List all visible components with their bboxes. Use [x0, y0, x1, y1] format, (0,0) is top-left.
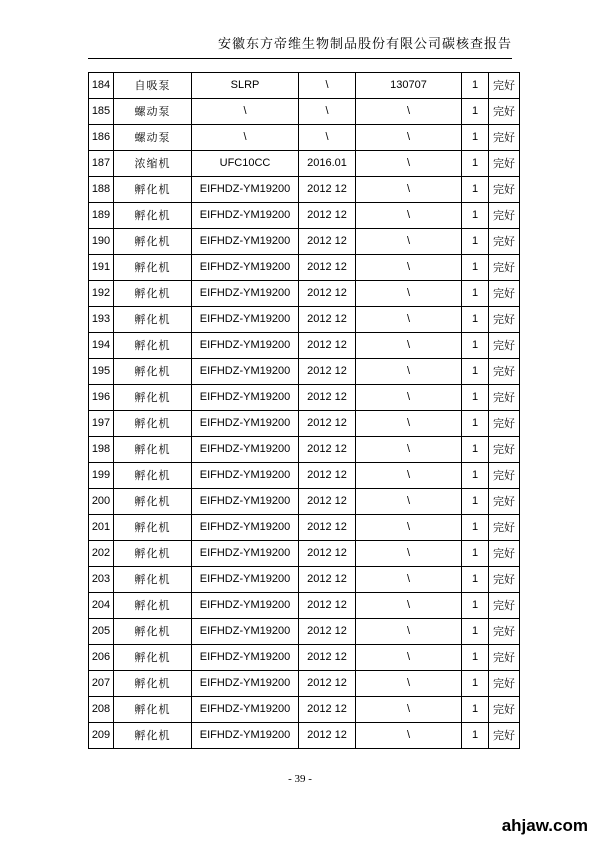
- serial-cell: \: [356, 125, 462, 151]
- equipment-name-cell: 螺动泵: [114, 125, 192, 151]
- status-cell: 完好: [489, 99, 520, 125]
- model-cell: EIFHDZ-YM19200: [192, 723, 299, 749]
- row-number-cell: 200: [89, 489, 114, 515]
- row-number-cell: 191: [89, 255, 114, 281]
- equipment-name-cell: 孵化机: [114, 463, 192, 489]
- row-number-cell: 208: [89, 697, 114, 723]
- serial-cell: \: [356, 723, 462, 749]
- quantity-cell: 1: [462, 619, 489, 645]
- row-number-cell: 189: [89, 203, 114, 229]
- row-number-cell: 209: [89, 723, 114, 749]
- quantity-cell: 1: [462, 463, 489, 489]
- serial-cell: \: [356, 385, 462, 411]
- table-row: [89, 281, 520, 307]
- equipment-name-cell: 孵化机: [114, 619, 192, 645]
- status-cell: 完好: [489, 307, 520, 333]
- quantity-cell: 1: [462, 151, 489, 177]
- table-row: [89, 515, 520, 541]
- status-cell: 完好: [489, 437, 520, 463]
- model-cell: EIFHDZ-YM19200: [192, 671, 299, 697]
- model-cell: EIFHDZ-YM19200: [192, 307, 299, 333]
- row-number-cell: 187: [89, 151, 114, 177]
- serial-cell: \: [356, 307, 462, 333]
- serial-cell: \: [356, 645, 462, 671]
- serial-cell: \: [356, 515, 462, 541]
- status-cell: 完好: [489, 671, 520, 697]
- serial-cell: \: [356, 411, 462, 437]
- row-number-cell: 202: [89, 541, 114, 567]
- model-cell: EIFHDZ-YM19200: [192, 437, 299, 463]
- quantity-cell: 1: [462, 203, 489, 229]
- serial-cell: \: [356, 281, 462, 307]
- row-number-cell: 188: [89, 177, 114, 203]
- serial-cell: \: [356, 567, 462, 593]
- table-row: [89, 567, 520, 593]
- status-cell: 完好: [489, 333, 520, 359]
- status-cell: 完好: [489, 229, 520, 255]
- model-cell: EIFHDZ-YM19200: [192, 593, 299, 619]
- quantity-cell: 1: [462, 281, 489, 307]
- site-watermark: ahjaw.com: [501, 816, 588, 835]
- date-cell: 2012 12: [299, 203, 356, 229]
- table-row: [89, 489, 520, 515]
- quantity-cell: 1: [462, 593, 489, 619]
- quantity-cell: 1: [462, 73, 489, 99]
- equipment-name-cell: 孵化机: [114, 281, 192, 307]
- date-cell: 2012 12: [299, 489, 356, 515]
- serial-cell: \: [356, 255, 462, 281]
- date-cell: 2012 12: [299, 255, 356, 281]
- table-row: [89, 359, 520, 385]
- serial-cell: \: [356, 437, 462, 463]
- quantity-cell: 1: [462, 541, 489, 567]
- equipment-name-cell: 孵化机: [114, 541, 192, 567]
- serial-cell: \: [356, 697, 462, 723]
- equipment-name-cell: 孵化机: [114, 515, 192, 541]
- quantity-cell: 1: [462, 671, 489, 697]
- model-cell: SLRP: [192, 73, 299, 99]
- table-row: [89, 645, 520, 671]
- status-cell: 完好: [489, 177, 520, 203]
- equipment-name-cell: 孵化机: [114, 671, 192, 697]
- status-cell: 完好: [489, 125, 520, 151]
- quantity-cell: 1: [462, 125, 489, 151]
- row-number-cell: 198: [89, 437, 114, 463]
- table-row: [89, 593, 520, 619]
- quantity-cell: 1: [462, 229, 489, 255]
- table-row: [89, 307, 520, 333]
- table-row: [89, 177, 520, 203]
- model-cell: EIFHDZ-YM19200: [192, 229, 299, 255]
- model-cell: EIFHDZ-YM19200: [192, 333, 299, 359]
- equipment-name-cell: 自吸泵: [114, 73, 192, 99]
- table-row: [89, 99, 520, 125]
- table-row: [89, 73, 520, 99]
- quantity-cell: 1: [462, 177, 489, 203]
- quantity-cell: 1: [462, 307, 489, 333]
- date-cell: 2012 12: [299, 697, 356, 723]
- status-cell: 完好: [489, 203, 520, 229]
- model-cell: EIFHDZ-YM19200: [192, 385, 299, 411]
- serial-cell: \: [356, 151, 462, 177]
- model-cell: EIFHDZ-YM19200: [192, 489, 299, 515]
- equipment-name-cell: 孵化机: [114, 645, 192, 671]
- equipment-name-cell: 孵化机: [114, 333, 192, 359]
- equipment-name-cell: 孵化机: [114, 411, 192, 437]
- row-number-cell: 193: [89, 307, 114, 333]
- row-number-cell: 206: [89, 645, 114, 671]
- equipment-name-cell: 浓缩机: [114, 151, 192, 177]
- status-cell: 完好: [489, 73, 520, 99]
- equipment-name-cell: 孵化机: [114, 177, 192, 203]
- equipment-name-cell: 孵化机: [114, 593, 192, 619]
- quantity-cell: 1: [462, 411, 489, 437]
- equipment-name-cell: 孵化机: [114, 307, 192, 333]
- quantity-cell: 1: [462, 723, 489, 749]
- serial-cell: \: [356, 619, 462, 645]
- equipment-name-cell: 孵化机: [114, 437, 192, 463]
- row-number-cell: 190: [89, 229, 114, 255]
- serial-cell: \: [356, 203, 462, 229]
- serial-cell: \: [356, 229, 462, 255]
- date-cell: 2012 12: [299, 723, 356, 749]
- quantity-cell: 1: [462, 333, 489, 359]
- date-cell: \: [299, 125, 356, 151]
- date-cell: \: [299, 99, 356, 125]
- date-cell: 2012 12: [299, 619, 356, 645]
- equipment-name-cell: 孵化机: [114, 697, 192, 723]
- date-cell: 2012 12: [299, 333, 356, 359]
- page-number: - 39 -: [288, 773, 312, 785]
- date-cell: 2012 12: [299, 671, 356, 697]
- model-cell: EIFHDZ-YM19200: [192, 463, 299, 489]
- table-row: [89, 463, 520, 489]
- date-cell: \: [299, 73, 356, 99]
- equipment-name-cell: 孵化机: [114, 229, 192, 255]
- serial-cell: \: [356, 177, 462, 203]
- serial-cell: \: [356, 463, 462, 489]
- quantity-cell: 1: [462, 645, 489, 671]
- status-cell: 完好: [489, 723, 520, 749]
- date-cell: 2012 12: [299, 307, 356, 333]
- row-number-cell: 207: [89, 671, 114, 697]
- table-row: [89, 125, 520, 151]
- model-cell: EIFHDZ-YM19200: [192, 177, 299, 203]
- table-row: [89, 697, 520, 723]
- serial-cell: 130707: [356, 73, 462, 99]
- model-cell: \: [192, 99, 299, 125]
- status-cell: 完好: [489, 593, 520, 619]
- model-cell: EIFHDZ-YM19200: [192, 281, 299, 307]
- status-cell: 完好: [489, 645, 520, 671]
- model-cell: EIFHDZ-YM19200: [192, 255, 299, 281]
- quantity-cell: 1: [462, 567, 489, 593]
- serial-cell: \: [356, 489, 462, 515]
- equipment-name-cell: 孵化机: [114, 723, 192, 749]
- report-header: [88, 34, 512, 59]
- status-cell: 完好: [489, 151, 520, 177]
- status-cell: 完好: [489, 385, 520, 411]
- table-row: [89, 151, 520, 177]
- status-cell: 完好: [489, 255, 520, 281]
- status-cell: 完好: [489, 697, 520, 723]
- status-cell: 完好: [489, 281, 520, 307]
- status-cell: 完好: [489, 463, 520, 489]
- model-cell: EIFHDZ-YM19200: [192, 567, 299, 593]
- equipment-name-cell: 螺动泵: [114, 99, 192, 125]
- row-number-cell: 196: [89, 385, 114, 411]
- row-number-cell: 195: [89, 359, 114, 385]
- serial-cell: \: [356, 99, 462, 125]
- date-cell: 2012 12: [299, 541, 356, 567]
- model-cell: EIFHDZ-YM19200: [192, 645, 299, 671]
- model-cell: EIFHDZ-YM19200: [192, 541, 299, 567]
- date-cell: 2016.01: [299, 151, 356, 177]
- quantity-cell: 1: [462, 437, 489, 463]
- table-row: [89, 203, 520, 229]
- row-number-cell: 184: [89, 73, 114, 99]
- serial-cell: \: [356, 541, 462, 567]
- quantity-cell: 1: [462, 515, 489, 541]
- table-row: [89, 333, 520, 359]
- model-cell: EIFHDZ-YM19200: [192, 697, 299, 723]
- quantity-cell: 1: [462, 359, 489, 385]
- date-cell: 2012 12: [299, 593, 356, 619]
- date-cell: 2012 12: [299, 437, 356, 463]
- status-cell: 完好: [489, 541, 520, 567]
- equipment-name-cell: 孵化机: [114, 489, 192, 515]
- serial-cell: \: [356, 593, 462, 619]
- row-number-cell: 194: [89, 333, 114, 359]
- report-title: 安徽东方帝维生物制品股份有限公司碳核查报告: [217, 37, 512, 52]
- equipment-name-cell: 孵化机: [114, 385, 192, 411]
- row-number-cell: 197: [89, 411, 114, 437]
- model-cell: EIFHDZ-YM19200: [192, 359, 299, 385]
- status-cell: 完好: [489, 515, 520, 541]
- table-row: [89, 619, 520, 645]
- equipment-name-cell: 孵化机: [114, 359, 192, 385]
- model-cell: UFC10CC: [192, 151, 299, 177]
- row-number-cell: 185: [89, 99, 114, 125]
- status-cell: 完好: [489, 359, 520, 385]
- table-row: [89, 437, 520, 463]
- row-number-cell: 205: [89, 619, 114, 645]
- quantity-cell: 1: [462, 489, 489, 515]
- row-number-cell: 186: [89, 125, 114, 151]
- model-cell: EIFHDZ-YM19200: [192, 619, 299, 645]
- status-cell: 完好: [489, 567, 520, 593]
- table-row: [89, 723, 520, 749]
- date-cell: 2012 12: [299, 645, 356, 671]
- equipment-name-cell: 孵化机: [114, 255, 192, 281]
- equipment-name-cell: 孵化机: [114, 567, 192, 593]
- date-cell: 2012 12: [299, 281, 356, 307]
- serial-cell: \: [356, 671, 462, 697]
- row-number-cell: 203: [89, 567, 114, 593]
- table-row: [89, 671, 520, 697]
- quantity-cell: 1: [462, 697, 489, 723]
- table-row: [89, 385, 520, 411]
- row-number-cell: 192: [89, 281, 114, 307]
- status-cell: 完好: [489, 489, 520, 515]
- equipment-table: [88, 72, 520, 749]
- status-cell: 完好: [489, 411, 520, 437]
- model-cell: EIFHDZ-YM19200: [192, 515, 299, 541]
- quantity-cell: 1: [462, 385, 489, 411]
- date-cell: 2012 12: [299, 515, 356, 541]
- quantity-cell: 1: [462, 99, 489, 125]
- table-row: [89, 411, 520, 437]
- date-cell: 2012 12: [299, 567, 356, 593]
- date-cell: 2012 12: [299, 385, 356, 411]
- model-cell: EIFHDZ-YM19200: [192, 203, 299, 229]
- status-cell: 完好: [489, 619, 520, 645]
- model-cell: \: [192, 125, 299, 151]
- row-number-cell: 201: [89, 515, 114, 541]
- date-cell: 2012 12: [299, 463, 356, 489]
- date-cell: 2012 12: [299, 229, 356, 255]
- table-row: [89, 255, 520, 281]
- date-cell: 2012 12: [299, 177, 356, 203]
- date-cell: 2012 12: [299, 411, 356, 437]
- serial-cell: \: [356, 333, 462, 359]
- row-number-cell: 204: [89, 593, 114, 619]
- equipment-name-cell: 孵化机: [114, 203, 192, 229]
- quantity-cell: 1: [462, 255, 489, 281]
- table-row: [89, 541, 520, 567]
- date-cell: 2012 12: [299, 359, 356, 385]
- table-row: [89, 229, 520, 255]
- row-number-cell: 199: [89, 463, 114, 489]
- model-cell: EIFHDZ-YM19200: [192, 411, 299, 437]
- serial-cell: \: [356, 359, 462, 385]
